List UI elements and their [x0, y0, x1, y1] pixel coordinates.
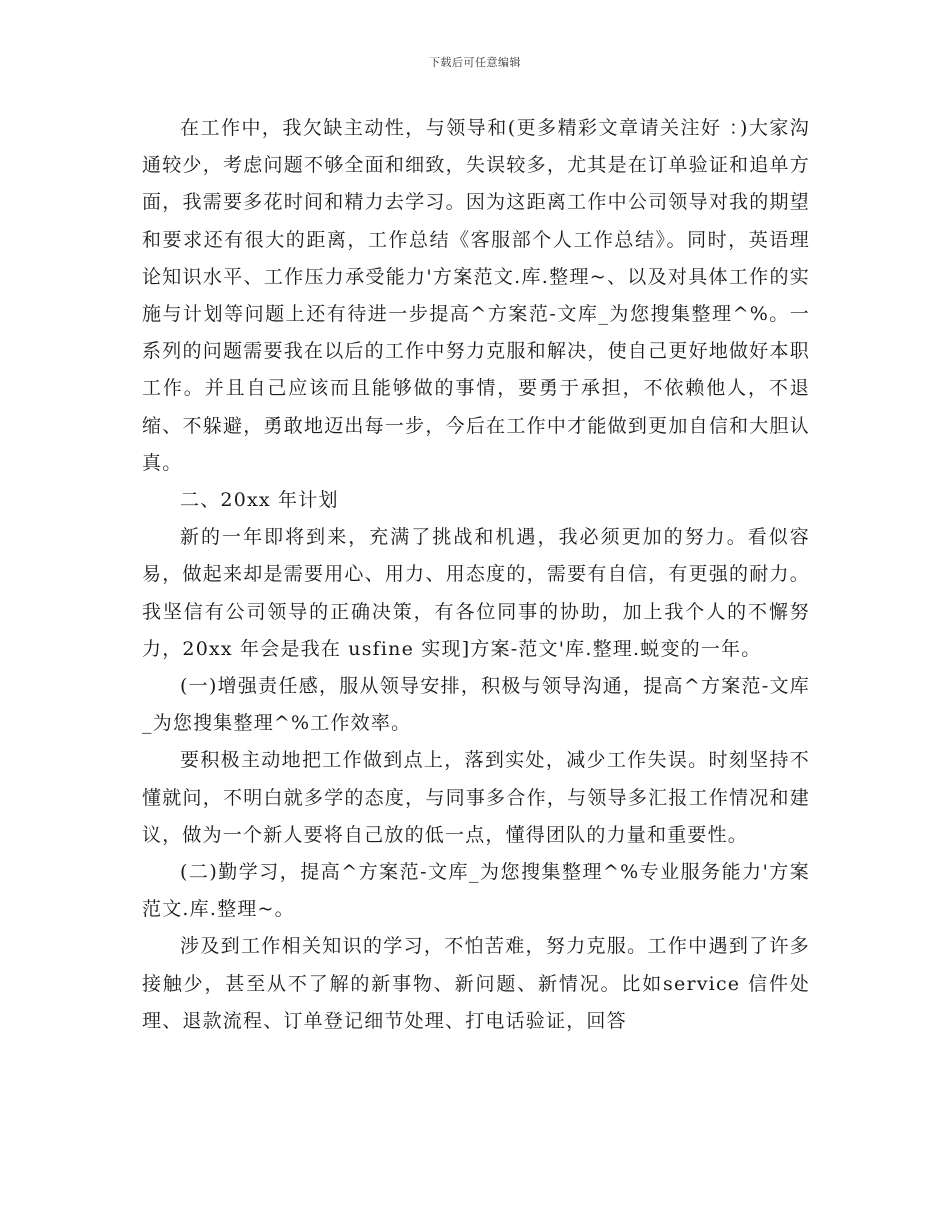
paragraph-item-one: (一)增强责任感，服从领导安排，积极与领导沟通，提高^方案范-文库_为您搜集整理^%工作效率。: [142, 675, 810, 735]
section-heading-plan: 二、20xx 年计划: [180, 489, 339, 512]
paragraph-self-assessment: 在工作中，我欠缺主动性，与领导和(更多精彩文章请关注好 ：)大家沟通较少，考虑问题不够全面和细致，失误较多，尤其是在订单验证和追单方面，我需要多花时间和精力去学习。因为这距离工作中公司领导对我的期望和要求还有很大的距离，工作总结《客服部个人工作总结》。同时，英语理论知识水平、工作压力承受能力'方案范文.库.整理~、以及对具体工作的实施与计划等问题上还有待进一步提高^方案范-文库_为您搜集整理^%。一系列的问题需要我在以后的工作中努力克服和解决，使自己更好地做好本职工作。并且自己应该而且能够做的事情，要勇于承担，不依赖他人，不退缩、不躲避，勇敢地迈出每一步，今后在工作中才能做到更加自信和大胆认真。: [142, 117, 810, 474]
paragraph-item-two: (二)勤学习，提高^方案范-文库_为您搜集整理^%专业服务能力'方案范文.库.整理~。: [142, 861, 810, 921]
document-body: [142, 110, 810, 1040]
paragraph-item-one-detail: 要积极主动地把工作做到点上，落到实处，减少工作失误。时刻坚持不懂就问，不明白就多学的态度，与同事多合作，与领导多汇报工作情况和建议，做为一个新人要将自己放的低一点，懂得团队的力量和重要性。: [142, 749, 810, 846]
paragraph-new-year: 新的一年即将到来，充满了挑战和机遇，我必须更加的努力。看似容易，做起来却是需要用心、用力、用态度的，需要有自信，有更强的耐力。我坚信有公司领导的正确决策，有各位同事的协助，加上我个人的不懈努力，20xx 年会是我在 usfine 实现]方案-范文'库.整理.蜕变的一年。: [142, 526, 810, 660]
paragraph-item-two-detail: 涉及到工作相关知识的学习，不怕苦难，努力克服。工作中遇到了许多接触少，甚至从不了解的新事物、新问题、新情况。比如service 信件处理、退款流程、订单登记细节处理、打电话验证，回答: [142, 935, 810, 1032]
header-note: 下载后可任意编辑: [429, 56, 521, 69]
